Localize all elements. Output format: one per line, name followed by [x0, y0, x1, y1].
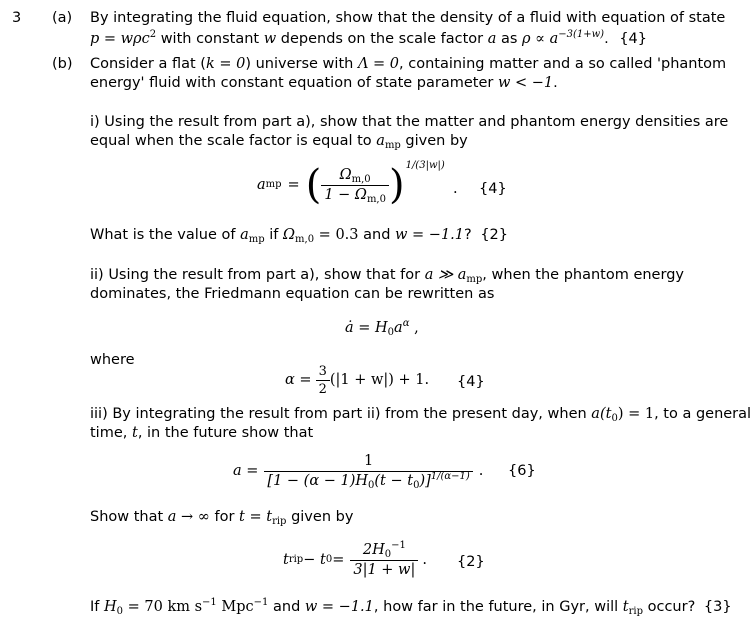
marks-badge: {4}: [457, 374, 485, 390]
text: .: [604, 31, 609, 47]
dominance-condition: a ≫ a: [424, 267, 467, 283]
omega: Ω: [339, 166, 352, 183]
trip-lhs: t: [283, 551, 289, 568]
mpc-unit: Mpc: [216, 599, 254, 615]
density-relation: ρ ∝ a: [522, 31, 559, 47]
alpha-exponent: α: [402, 318, 410, 329]
units-exponent: −1: [253, 597, 269, 608]
three-halves: [316, 364, 330, 397]
scale-factor-fraction: [264, 453, 472, 490]
fraction-denominator: 2: [318, 381, 327, 397]
text: if: [264, 227, 284, 243]
one-minus-omega: 1 − Ω: [324, 186, 367, 203]
rip-subscript: rip: [272, 516, 287, 527]
scale-factor-equation: [233, 449, 483, 493]
alpha-lhs: α =: [285, 371, 312, 388]
fraction-numerator: [350, 539, 418, 561]
w-value: w = −1.1: [304, 599, 374, 615]
text: given by: [400, 133, 468, 149]
text: and: [358, 227, 396, 243]
marks-badge: {6}: [508, 463, 536, 479]
amp-lhs: a: [257, 176, 266, 193]
marks-badge: {4}: [479, 181, 507, 197]
part-a-label: (a): [52, 10, 73, 26]
trip-fraction: [350, 539, 418, 579]
text: , containing matter and a so called 'phantom: [399, 56, 727, 72]
lambda-equation: Λ = 0: [357, 56, 400, 72]
rip-subscript: rip: [628, 606, 643, 617]
h0-subscript: 0: [368, 479, 375, 491]
omega-value: = 0.3: [314, 227, 359, 243]
text: , to a general: [654, 406, 751, 422]
equals-sign: =: [287, 176, 300, 193]
initial-condition-rhs: ) = 1: [617, 406, 655, 422]
part-iii-line-1: [90, 405, 751, 424]
marks-badge: {2}: [480, 227, 509, 243]
state-equation: p = wρc: [90, 31, 150, 47]
text: ?: [464, 227, 472, 243]
amp-numerator: [321, 167, 389, 186]
show-line: [90, 508, 353, 527]
marks-badge: {4}: [619, 31, 647, 47]
text: iii) By integrating the result from part ii) from the present day, when: [90, 406, 592, 422]
t-equals-trip: t = t: [239, 509, 273, 525]
text: and: [268, 599, 305, 615]
omega-symbol: Ω: [283, 227, 296, 243]
a-symbol: a: [394, 320, 403, 336]
equation-period: .: [478, 462, 484, 479]
equation-period: .: [453, 181, 458, 197]
two-h: 2H: [362, 541, 385, 558]
part-ii-line-2: dominates, the Friedmann equation can be rewritten as: [90, 286, 495, 302]
equals-sign: =: [332, 551, 345, 568]
text: energy' fluid with constant equation of state parameter: [90, 75, 498, 91]
part-b-line-1: [90, 55, 726, 74]
text: depends on the scale factor: [276, 31, 488, 47]
h0-subscript: 0: [387, 327, 395, 338]
where-label: where: [90, 352, 135, 368]
alpha-equation: [285, 361, 429, 399]
left-paren: (: [305, 162, 322, 208]
text: , how far in the future, in Gyr, will: [373, 599, 623, 615]
marks-badge: {3}: [703, 599, 732, 615]
part-i-line-1: i) Using the result from part a), show that the matter and phantom energy densities are: [90, 114, 729, 130]
w-condition: w < −1: [497, 75, 554, 91]
h0-subscript: 0: [116, 606, 124, 617]
den-part-2: (t − t: [374, 472, 414, 489]
amp-symbol: a: [240, 227, 249, 243]
w-symbol: w: [263, 31, 277, 47]
t-symbol: t: [131, 425, 138, 441]
text: ii) Using the result from part a), show that for: [90, 267, 425, 283]
fraction-numerator: 3: [316, 364, 330, 381]
text: Consider a flat (: [90, 56, 206, 72]
text: equal when the scale factor is equal to: [90, 133, 377, 149]
den-exponent: 1/(α−1): [430, 470, 470, 482]
amp-symbol: a: [376, 133, 385, 149]
state-equation-exponent: 2: [149, 29, 157, 40]
text: , in the future show that: [137, 425, 314, 441]
inverse-exponent: −1: [391, 539, 406, 551]
part-i-line-2: [90, 132, 468, 151]
divergence: a → ∞: [167, 509, 210, 525]
a-symbol: a: [487, 31, 497, 47]
units-exponent: −1: [202, 597, 217, 608]
text: , when the phantom energy: [482, 267, 684, 283]
fraction-denominator: 3|1 + w|: [353, 561, 416, 578]
text: for: [209, 509, 240, 525]
t0-subscript: 0: [413, 479, 420, 491]
den-part-3: )]: [419, 472, 431, 489]
amp-fraction: [321, 167, 389, 204]
amp-denominator: [321, 186, 389, 204]
density-exponent: −3(1+w): [558, 29, 605, 40]
text: Show that: [90, 509, 168, 525]
fraction-denominator: [264, 472, 472, 490]
amp-subscript: mp: [248, 234, 265, 245]
curvature-equation: k = 0: [205, 56, 246, 72]
den-part-1: [1 − (α − 1)H: [267, 472, 368, 489]
h0-subscript: 0: [384, 548, 392, 560]
h0-value: = 70 km s: [123, 599, 203, 615]
amp-exponent: 1/(3|w|): [405, 159, 445, 171]
amp-equation: a mp = ( $\frac{\Omega_{m,0}}{1 - \Omega_{m,0}}$ ) 1/(3|w|): [257, 155, 445, 215]
part-a-line-2: [90, 30, 647, 49]
adot-lhs: ȧ = H: [345, 320, 388, 336]
text: .: [553, 75, 558, 91]
omega-subscript: m,0: [295, 234, 315, 245]
w-value: w = −1.1: [395, 227, 465, 243]
text: time,: [90, 425, 132, 441]
text: If: [90, 599, 104, 615]
text: given by: [286, 509, 354, 525]
omega-subscript: m,0: [366, 193, 386, 205]
comma: ,: [409, 320, 419, 336]
text: as: [496, 31, 523, 47]
part-a-line-1: By integrating the fluid equation, show that the density of a fluid with equation of state: [90, 10, 726, 26]
part-iii-line-2: [90, 424, 313, 443]
trip-symbol: t: [622, 599, 629, 615]
part-b-label: (b): [52, 56, 73, 72]
text: with constant: [156, 31, 264, 47]
right-paren: ): [388, 162, 405, 208]
amp-subscript: mp: [466, 274, 483, 285]
trip-equation: t rip − t 0 = $\frac{2H_0^{-1}}{3|1 + w|}$ .: [283, 539, 427, 578]
alpha-rhs: (|1 + w|) + 1.: [329, 371, 430, 388]
amp-subscript: mp: [384, 140, 401, 151]
text: ) universe with: [245, 56, 358, 72]
t0-subscript: 0: [611, 413, 618, 424]
part-i-question: [90, 226, 508, 245]
a-lhs: a =: [233, 462, 259, 479]
h0-symbol: H: [104, 599, 117, 615]
friedmann-equation: [345, 319, 419, 338]
omega-subscript: m,0: [351, 173, 371, 185]
equation-period: .: [422, 551, 427, 568]
final-question: [90, 598, 732, 617]
part-b-line-2: [90, 74, 558, 93]
question-number: 3: [12, 10, 22, 26]
text: What is the value of: [90, 227, 241, 243]
fraction-numerator: 1: [264, 453, 472, 472]
minus-t: − t: [303, 551, 326, 568]
part-ii-line-1: [90, 266, 684, 285]
initial-condition: a(t: [591, 406, 612, 422]
text: occur?: [643, 599, 696, 615]
marks-badge: {2}: [457, 554, 485, 570]
